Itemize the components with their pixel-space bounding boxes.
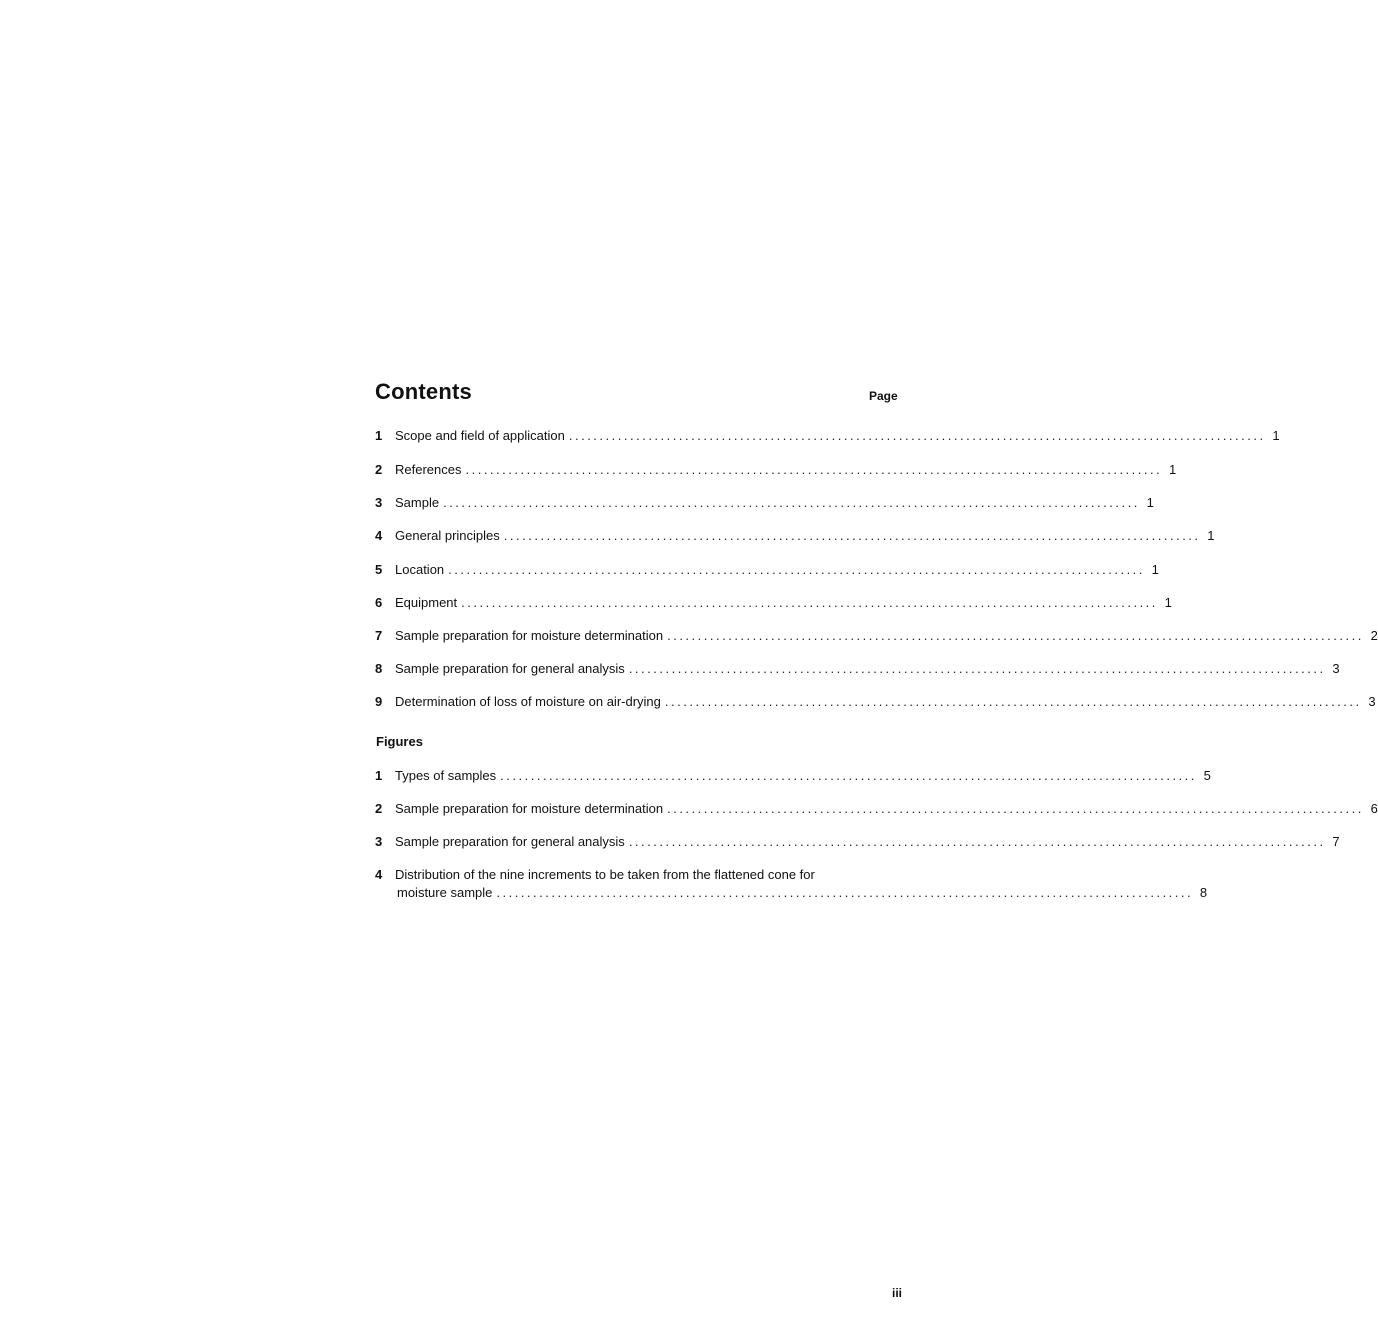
dot-leader: .................................................................................................................. [496,885,1194,900]
toc-entry-number: 7 [375,628,383,643]
figure-entry-page: 5 [1203,768,1211,783]
dot-leader: .................................................................................................................. [667,628,1364,643]
toc-entry-title: Sample [395,495,440,510]
toc-entry-page: 2 [1370,628,1378,643]
toc-entry-number: 6 [375,595,383,610]
toc-entry[interactable] [375,627,1378,645]
dot-leader: .................................................................................................................. [664,694,1362,709]
toc-entry-number: 3 [375,495,383,510]
figure-entry-page: 8 [1199,885,1208,900]
figure-entry-title: Distribution of the nine increments to be taken from the flattened cone for [395,867,815,882]
figure-entry-title-continued: moisture sample [397,885,493,900]
dot-leader: .................................................................................................................. [448,562,1145,577]
figure-entry-page: 7 [1332,834,1340,849]
dot-leader: .................................................................................................................. [465,462,1163,477]
toc-entry[interactable] [375,594,1172,612]
dot-leader: .................................................................................................................. [500,768,1197,783]
toc-entry-title: Scope and field of application [395,428,565,443]
toc-entry-title: References [395,462,462,477]
toc-entry-title: Determination of loss of moisture on air-drying [395,694,661,709]
toc-entry-title: Sample preparation for moisture determination [395,628,664,643]
dot-leader: .................................................................................................................. [461,595,1158,610]
toc-entry-title: General principles [395,528,500,543]
toc-entry-number: 5 [375,562,383,577]
figure-entry-number: 1 [375,768,383,783]
figure-entry-title: Sample preparation for moisture determination [395,801,664,816]
footer-page-number: iii [892,1286,903,1300]
figure-entry-number: 4 [375,867,383,882]
toc-entry-page: 1 [1272,428,1280,443]
toc-entry[interactable] [375,427,1280,445]
dot-leader: .................................................................................................................. [667,801,1364,816]
toc-entry-page: 1 [1169,462,1177,477]
contents-heading: Contents [375,379,472,404]
toc-entry[interactable] [375,461,1177,479]
toc-entry[interactable] [375,494,1154,512]
figure-entry-page: 6 [1370,801,1378,816]
toc-entry-title: Equipment [395,595,458,610]
toc-entry-number: 1 [375,428,383,443]
figure-entry-title: Sample preparation for general analysis [395,834,625,849]
figure-entry-number: 3 [375,834,383,849]
dot-leader: .................................................................................................................. [628,661,1326,676]
toc-entry-page: 1 [1207,528,1215,543]
toc-entry-page: 1 [1164,595,1172,610]
toc-entry-page: 3 [1332,661,1340,676]
toc-entry-number: 8 [375,661,383,676]
figure-entry[interactable] [375,833,1340,851]
toc-entry-page: 1 [1151,562,1159,577]
toc-entry-number: 9 [375,694,383,709]
toc-entry-title: Sample preparation for general analysis [395,661,625,676]
toc-entry-number: 4 [375,528,383,543]
dot-leader: .................................................................................................................. [628,834,1326,849]
figure-entry[interactable] [375,866,1208,902]
dot-leader: .................................................................................................................. [568,428,1266,443]
toc-entry[interactable] [375,660,1340,678]
dot-leader: .................................................................................................................. [503,528,1201,543]
toc-entry[interactable] [375,527,1215,545]
toc-entry-title: Location [395,562,445,577]
figure-entry-title: Types of samples [395,768,497,783]
page-column-label: Page [869,389,898,403]
toc-entry-number: 2 [375,462,383,477]
dot-leader: .................................................................................................................. [443,495,1140,510]
toc-entry-page: 1 [1146,495,1154,510]
toc-entry[interactable] [375,561,1159,579]
figure-entry[interactable] [375,767,1211,785]
figures-heading: Figures [376,734,423,749]
figure-entry-number: 2 [375,801,383,816]
toc-entry[interactable] [375,693,1376,711]
toc-entry-page: 3 [1368,694,1376,709]
figure-entry[interactable] [375,800,1378,818]
